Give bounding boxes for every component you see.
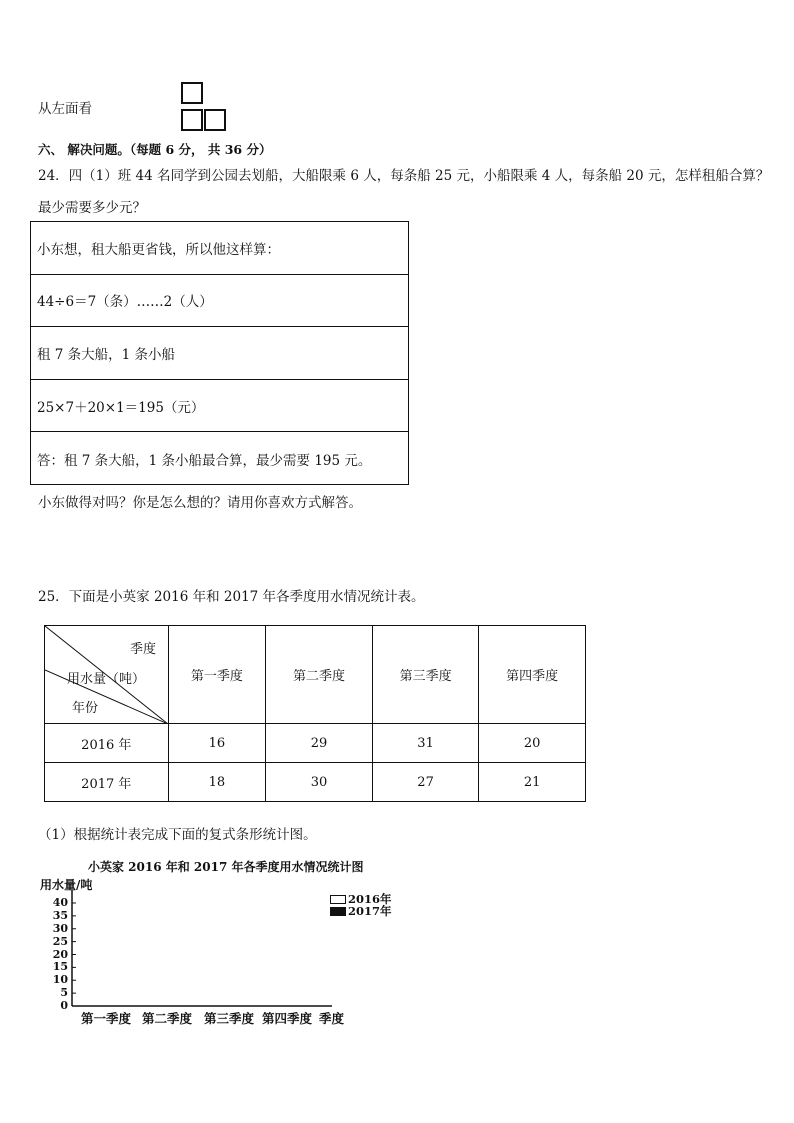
x-axis-title: 季度 [319, 1011, 345, 1026]
q24-text-line2: 最少需要多少元？ [38, 200, 146, 216]
table-year-cell: 2017 年 [45, 763, 169, 802]
y-tick-label: 35 [52, 908, 68, 922]
table-value-cell: 18 [168, 763, 266, 802]
table-header-cell: 第二季度 [266, 626, 373, 724]
table-value-cell: 29 [266, 724, 373, 763]
y-tick-label: 0 [60, 999, 68, 1012]
side-view-label: 从左面看 [38, 101, 92, 117]
x-category-label: 第二季度 [142, 1011, 193, 1026]
table-value-cell: 16 [168, 724, 266, 763]
xiaodong-row: 44÷6＝7（条）……2（人） [31, 275, 408, 328]
table-corner-cell [45, 626, 169, 724]
xiaodong-row: 答：租 7 条大船，1 条小船最合算，最少需要 195 元。 [37, 452, 372, 469]
side-view-square-top [181, 82, 203, 104]
legend-label-2017: 2017年 [348, 904, 392, 918]
x-category-label: 第三季度 [204, 1011, 255, 1026]
corner-label-year: 年份 [72, 701, 99, 716]
table-header-cell: 第三季度 [372, 626, 479, 724]
y-tick-label: 10 [52, 973, 68, 987]
q25-subquestion-1: （1）根据统计表完成下面的复式条形统计图。 [38, 827, 317, 843]
chart-title: 小英家 2016 年和 2017 年各季度用水情况统计图 [88, 860, 364, 874]
chart-axes [60, 885, 360, 1015]
xiaodong-row: 租 7 条大船，1 条小船 [31, 327, 408, 380]
x-category-label: 第一季度 [81, 1011, 132, 1026]
xiaodong-solution-box [30, 221, 409, 485]
table-value-cell: 21 [479, 763, 586, 802]
table-value-cell: 27 [372, 763, 479, 802]
q24-followup: 小东做得对吗？你是怎么想的？请用你喜欢方式解答。 [38, 495, 362, 511]
q25-intro: 25．下面是小英家 2016 年和 2017 年各季度用水情况统计表。 [38, 589, 425, 605]
y-tick-label: 5 [60, 986, 68, 1000]
table-year-cell: 2016 年 [45, 724, 169, 763]
table-header-cell: 第四季度 [479, 626, 586, 724]
y-tick-label: 40 [52, 896, 68, 909]
side-view-square-bottom-right [204, 109, 226, 131]
xiaodong-row: 25×7＋20×1＝195（元） [31, 380, 408, 433]
y-tick-label: 20 [52, 947, 68, 961]
section-header: 六、 解决问题。（每题 6 分， 共 36 分） [38, 142, 272, 157]
q24-text-line1: 24．四（1）班 44 名同学到公园去划船，大船限乘 6 人，每条船 25 元，小船限乘 4 人，每条船 20 元，怎样租船合算？ [38, 168, 770, 184]
table-value-cell: 20 [479, 724, 586, 763]
y-tick-label: 15 [52, 960, 68, 974]
corner-label-quarter: 季度 [130, 642, 157, 657]
table-header-cell: 第一季度 [168, 626, 266, 724]
table-value-cell: 31 [372, 724, 479, 763]
table-row [45, 724, 586, 763]
legend-2017 [330, 903, 392, 919]
corner-label-usage: 用水量（吨） [67, 672, 146, 687]
xiaodong-row: 小东想，租大船更省钱，所以他这样算： [31, 222, 408, 275]
chart-y-axis-label: 用水量/吨 [40, 878, 93, 892]
table-row [45, 763, 586, 802]
side-view-square-bottom-left [181, 109, 203, 131]
water-usage-table [44, 625, 586, 802]
legend-label-2016: 2016年 [348, 892, 392, 906]
legend-swatch-2017 [330, 907, 346, 916]
table-value-cell: 30 [266, 763, 373, 802]
y-tick-label: 25 [52, 934, 68, 948]
x-category-label: 第四季度 [262, 1011, 313, 1026]
y-tick-label: 30 [52, 921, 68, 935]
